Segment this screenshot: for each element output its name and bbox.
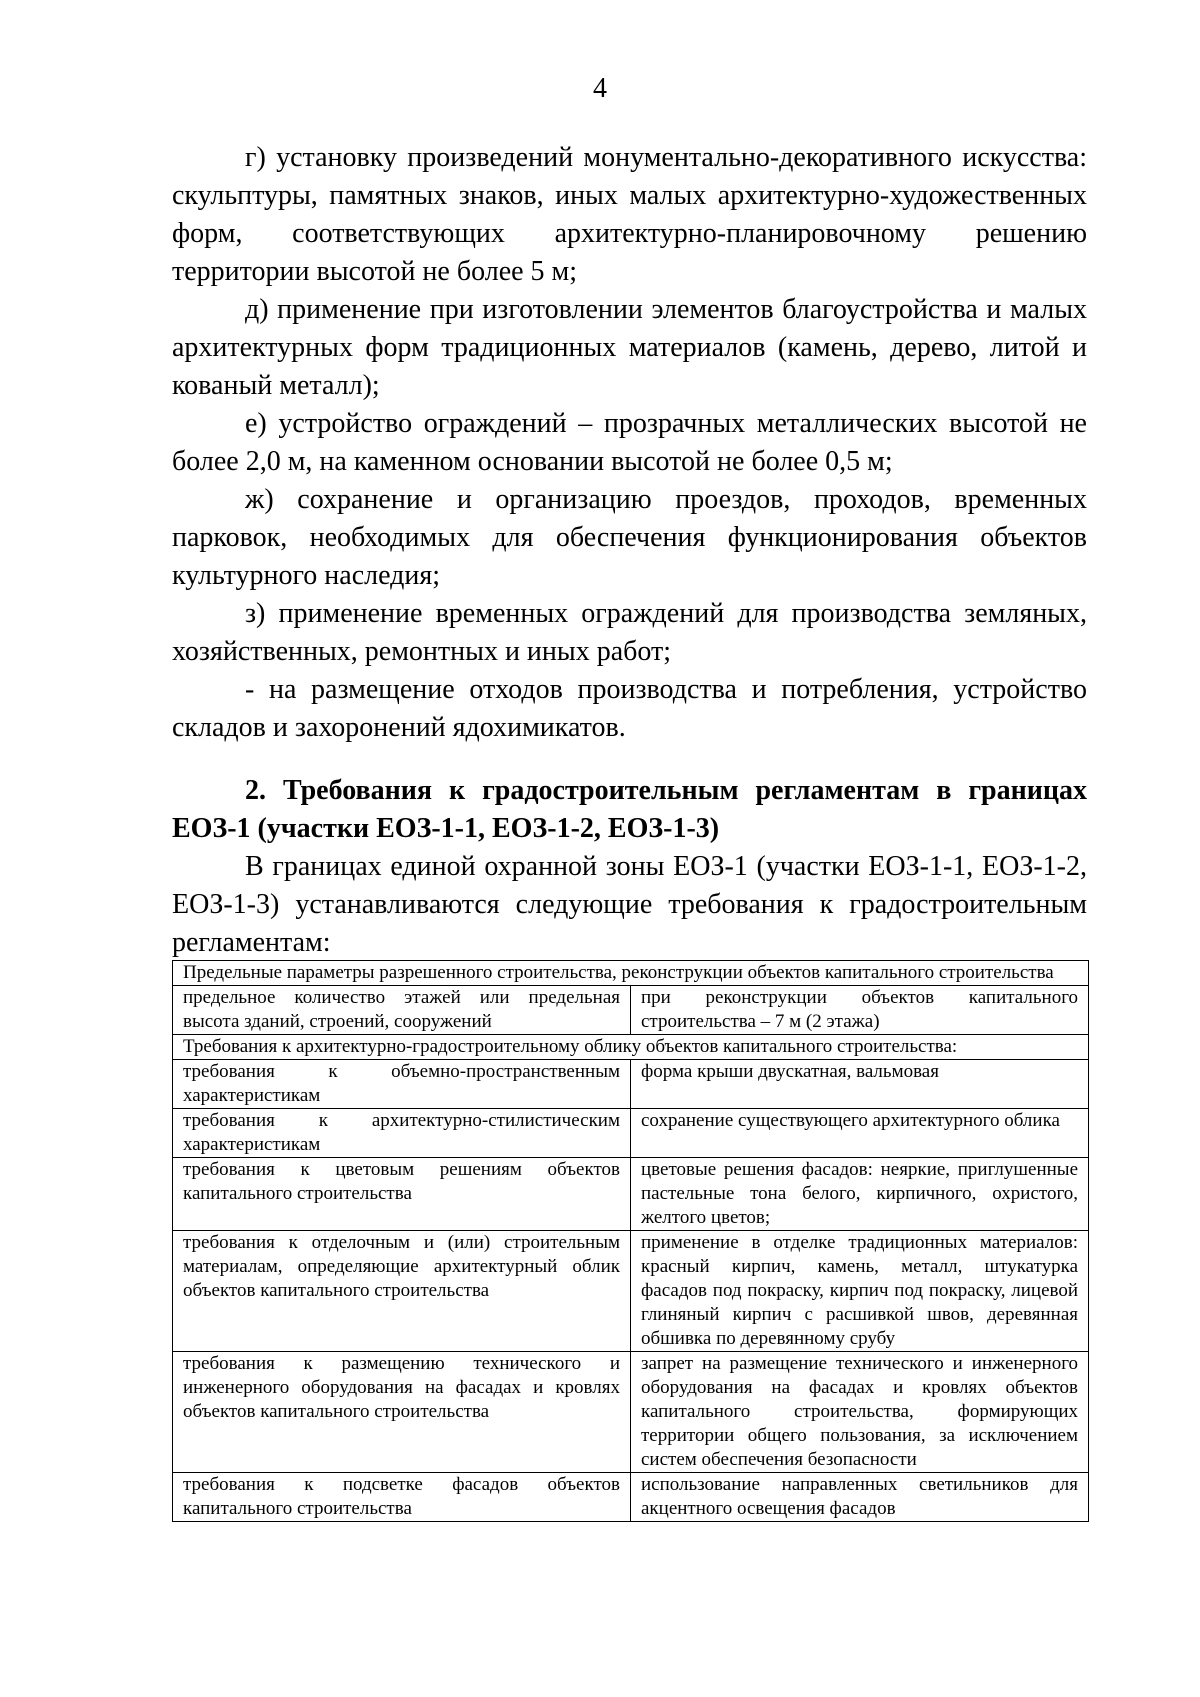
table-row xyxy=(173,1473,1089,1522)
table-cell-requirement: требования к объемно-пространственным характеристикам xyxy=(173,1060,631,1109)
table-cell-value: при реконструкции объектов капитального строительства – 7 м (2 этажа) xyxy=(631,986,1089,1035)
list-items xyxy=(172,139,1087,747)
table-header-appearance: Требования к архитектурно-градостроительному облику объектов капитального строительства: xyxy=(173,1035,1089,1060)
table-row xyxy=(173,1060,1089,1109)
table-cell-requirement: требования к архитектурно-стилистическим характеристикам xyxy=(173,1109,631,1158)
table-cell-requirement: требования к подсветке фасадов объектов капитального строительства xyxy=(173,1473,631,1522)
paragraph-waste: - на размещение отходов производства и потребления, устройство складов и захоронений ядохимикатов. xyxy=(172,674,1087,743)
paragraph-z: з) применение временных ограждений для производства земляных, хозяйственных, ремонтных и иных работ; xyxy=(172,598,1087,667)
table-row xyxy=(173,986,1089,1035)
paragraph-d: д) применение при изготовлении элементов благоустройства и малых архитектурных форм традиционных материалов (камень, дерево, литой и кованый металл); xyxy=(172,294,1087,401)
paragraph-g: г) установку произведений монументально-декоративного искусства: скульптуры, памятных знаков, иных малых архитектурно-художественных форм, соответствующих архитектурно-планировочному решению территории высотой не более 5 м; xyxy=(172,142,1087,287)
table-cell-value: запрет на размещение технического и инженерного оборудования на фасадах и кровлях объектов капитального строительства, формирующих территории общего пользования, за исключением систем обеспечения безопасности xyxy=(631,1352,1089,1473)
table-row xyxy=(173,1231,1089,1352)
table-cell-requirement: требования к цветовым решениям объектов капитального строительства xyxy=(173,1158,631,1231)
table-header-limits: Предельные параметры разрешенного строительства, реконструкции объектов капитального строительства xyxy=(173,961,1089,986)
regulations-table xyxy=(172,960,1089,1522)
page-number: 4 xyxy=(593,73,607,104)
table-header-row xyxy=(173,961,1089,986)
table-header-row xyxy=(173,1035,1089,1060)
section-heading: 2. Требования к градостроительным регламентам в границах ЕОЗ-1 (участки ЕОЗ-1-1, ЕОЗ-1-2, ЕОЗ-1-3) xyxy=(172,775,1087,844)
table-cell-value: применение в отделке традиционных материалов: красный кирпич, камень, металл, штукатурка фасадов под покраску, кирпич под покраску, лицевой глиняный кирпич с расшивкой швов, деревянная обшивка по деревянному срубу xyxy=(631,1231,1089,1352)
table-cell-requirement: требования к отделочным и (или) строительным материалам, определяющие архитектурный облик объектов капитального строительства xyxy=(173,1231,631,1352)
table-cell-requirement: требования к размещению технического и инженерного оборудования на фасадах и кровлях объектов капитального строительства xyxy=(173,1352,631,1473)
paragraph-zh: ж) сохранение и организацию проездов, проходов, временных парковок, необходимых для обеспечения функционирования объектов культурного наследия; xyxy=(172,484,1087,591)
table-cell-value: сохранение существующего архитектурного облика xyxy=(631,1109,1089,1158)
table-row xyxy=(173,1158,1089,1231)
table-cell-value: использование направленных светильников для акцентного освещения фасадов xyxy=(631,1473,1089,1522)
section-intro: В границах единой охранной зоны ЕОЗ-1 (участки ЕОЗ-1-1, ЕОЗ-1-2, ЕОЗ-1-3) устанавливаются следующие требования к градостроительным регламентам: xyxy=(172,851,1087,958)
table-cell-value: форма крыши двускатная, вальмовая xyxy=(631,1060,1089,1109)
section-2 xyxy=(172,772,1087,962)
table-cell-requirement: предельное количество этажей или предельная высота зданий, строений, сооружений xyxy=(173,986,631,1035)
table-cell-value: цветовые решения фасадов: неяркие, приглушенные пастельные тона белого, кирпичного, охристого, желтого цветов; xyxy=(631,1158,1089,1231)
table-row xyxy=(173,1352,1089,1473)
paragraph-e: е) устройство ограждений – прозрачных металлических высотой не более 2,0 м, на каменном основании высотой не более 0,5 м; xyxy=(172,408,1087,477)
table-row xyxy=(173,1109,1089,1158)
